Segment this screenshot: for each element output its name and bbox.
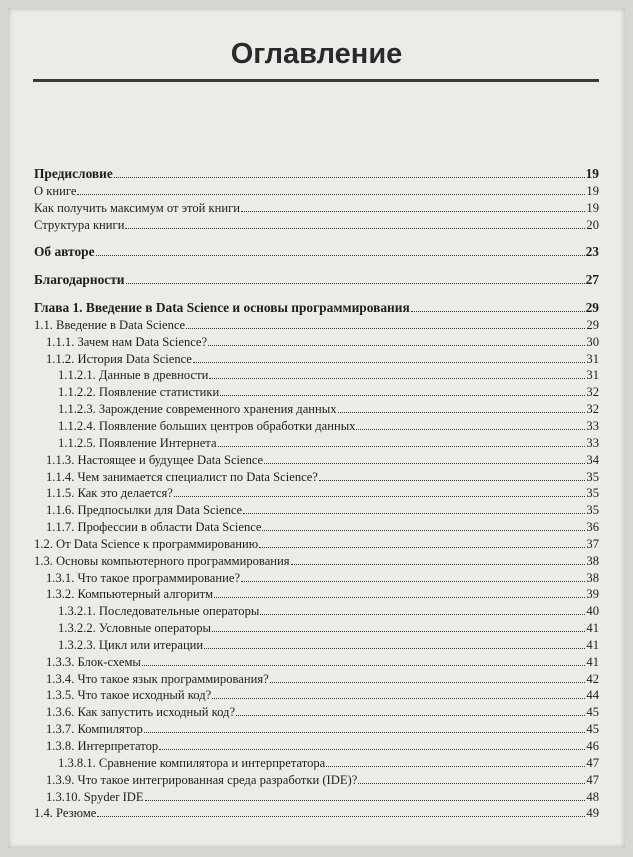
toc-dot-leader bbox=[236, 706, 585, 716]
toc-entry-title: 1.4. Резюме bbox=[34, 806, 97, 821]
toc-dot-leader bbox=[319, 471, 586, 481]
toc-dot-leader bbox=[96, 246, 585, 256]
toc-entry-page-number: 29 bbox=[585, 300, 599, 316]
toc-entry[interactable] bbox=[34, 435, 599, 452]
toc-dot-leader bbox=[126, 274, 585, 284]
toc-dot-leader bbox=[358, 774, 585, 784]
toc-entry-page-number: 20 bbox=[586, 217, 599, 232]
toc-entry-title: 1.3.5. Что такое исходный код? bbox=[46, 688, 212, 703]
toc-entry-page-number: 49 bbox=[586, 806, 599, 821]
toc-entry[interactable] bbox=[34, 217, 599, 234]
toc-entry-page-number: 32 bbox=[586, 385, 599, 400]
toc-entry-title: 1.3. Основы компьютерного программирования bbox=[34, 553, 290, 568]
toc-entry[interactable] bbox=[34, 772, 599, 789]
toc-entry-title: Благодарности bbox=[34, 272, 125, 288]
toc-entry-page-number: 30 bbox=[586, 334, 599, 349]
toc-entry-page-number: 38 bbox=[586, 553, 599, 568]
toc-entry-title: 1.1.4. Чем занимается специалист по Data Science? bbox=[46, 469, 318, 484]
toc-entry[interactable] bbox=[34, 553, 599, 570]
toc-dot-leader bbox=[114, 168, 585, 178]
page-title: Оглавление bbox=[230, 38, 403, 70]
toc-dot-leader bbox=[212, 689, 585, 699]
toc-entry[interactable] bbox=[34, 183, 599, 200]
toc-dot-leader bbox=[291, 555, 586, 565]
toc-entry[interactable] bbox=[34, 418, 599, 435]
toc-entry-title: 1.1.2.3. Зарождение современного хранения данных bbox=[58, 402, 337, 417]
toc-dot-leader bbox=[204, 639, 585, 649]
toc-entry-title: 1.3.2.2. Условные операторы bbox=[58, 621, 211, 636]
toc-entry[interactable] bbox=[34, 536, 599, 553]
toc-entry-page-number: 40 bbox=[586, 604, 599, 619]
toc-dot-leader bbox=[208, 336, 585, 346]
toc-dot-leader bbox=[264, 454, 585, 464]
toc-spacer bbox=[34, 233, 599, 244]
book-page bbox=[8, 8, 625, 848]
toc-entry-title: 1.3.9. Что такое интегрированная среда разработки (IDE)? bbox=[46, 772, 358, 787]
toc-dot-leader bbox=[77, 185, 585, 195]
toc-dot-leader bbox=[270, 673, 586, 683]
toc-entry-title: 1.3.4. Что такое язык программирования? bbox=[46, 671, 269, 686]
toc-entry[interactable] bbox=[34, 384, 599, 401]
toc-entry[interactable] bbox=[34, 704, 599, 721]
toc-dot-leader bbox=[218, 437, 586, 447]
title-underline bbox=[33, 79, 599, 82]
toc-entry-page-number: 38 bbox=[586, 570, 599, 585]
toc-entry[interactable] bbox=[34, 166, 599, 183]
toc-dot-leader bbox=[411, 302, 585, 312]
toc-entry-title: Об авторе bbox=[34, 244, 95, 260]
toc-entry-title: 1.1.2.1. Данные в древности bbox=[58, 368, 209, 383]
toc-dot-leader bbox=[159, 740, 585, 750]
toc-dot-leader bbox=[125, 219, 585, 229]
toc-entry-title: 1.3.2.3. Цикл или итерации bbox=[58, 637, 204, 652]
toc-entry-title: 1.1. Введение в Data Science bbox=[34, 317, 186, 332]
toc-entry-page-number: 45 bbox=[586, 722, 599, 737]
toc-entry-title: 1.3.3. Блок-схемы bbox=[46, 654, 141, 669]
toc-entry-title: 1.3.2. Компьютерный алгоритм bbox=[46, 587, 214, 602]
toc-entry-title: 1.1.2.2. Появление статистики bbox=[58, 385, 220, 400]
toc-entry-page-number: 32 bbox=[586, 402, 599, 417]
toc-dot-leader bbox=[326, 757, 585, 767]
toc-entry-page-number: 46 bbox=[586, 739, 599, 753]
toc-entry[interactable] bbox=[34, 502, 599, 519]
toc-entry-page-number: 35 bbox=[586, 469, 599, 484]
toc-entry-title: 1.1.2.5. Появление Интернета bbox=[58, 435, 217, 450]
toc-entry[interactable] bbox=[34, 654, 599, 671]
toc-entry[interactable] bbox=[34, 603, 599, 620]
toc-entry-page-number: 47 bbox=[586, 755, 599, 770]
toc-entry-title: 1.3.10. Spyder IDE bbox=[46, 789, 144, 804]
toc-entry-page-number: 36 bbox=[586, 520, 599, 535]
toc-entry-title: Как получить максимум от этой книги bbox=[34, 200, 241, 215]
toc-entry-page-number: 19 bbox=[586, 183, 599, 198]
toc-entry[interactable] bbox=[34, 570, 599, 587]
toc-entry-page-number: 23 bbox=[585, 244, 599, 260]
toc-dot-leader bbox=[209, 369, 585, 379]
toc-entry[interactable] bbox=[34, 637, 599, 654]
toc-entry[interactable] bbox=[34, 738, 599, 755]
toc-dot-leader bbox=[241, 572, 585, 582]
table-of-contents bbox=[34, 166, 599, 822]
toc-dot-leader bbox=[260, 605, 585, 615]
toc-entry-page-number: 41 bbox=[586, 637, 599, 652]
toc-entry[interactable] bbox=[34, 805, 599, 822]
toc-entry-title: Предисловие bbox=[34, 166, 113, 181]
toc-entry[interactable] bbox=[34, 586, 599, 603]
toc-entry-page-number: 45 bbox=[586, 705, 599, 720]
toc-dot-leader bbox=[142, 656, 586, 666]
toc-entry-title: 1.3.6. Как запустить исходный код? bbox=[46, 705, 236, 720]
toc-dot-leader bbox=[259, 538, 585, 548]
toc-dot-leader bbox=[144, 723, 586, 733]
toc-entry[interactable] bbox=[34, 687, 599, 704]
toc-entry[interactable] bbox=[34, 334, 599, 351]
toc-entry-page-number: 41 bbox=[586, 621, 599, 636]
toc-entry-page-number: 42 bbox=[586, 671, 599, 686]
toc-entry-page-number: 33 bbox=[586, 418, 599, 433]
toc-entry-title: 1.2. От Data Science к программированию bbox=[34, 536, 259, 551]
toc-dot-leader bbox=[193, 353, 586, 363]
toc-entry[interactable] bbox=[34, 244, 599, 261]
toc-dot-leader bbox=[214, 588, 585, 598]
toc-entry[interactable] bbox=[34, 317, 599, 334]
toc-entry[interactable] bbox=[34, 721, 599, 738]
toc-dot-leader bbox=[338, 403, 586, 413]
toc-entry-title: Глава 1. Введение в Data Science и основы программирования bbox=[34, 300, 410, 316]
toc-entry[interactable] bbox=[34, 519, 599, 536]
toc-entry-title: 1.1.3. Настоящее и будущее Data Science bbox=[46, 452, 264, 467]
toc-entry-page-number: 48 bbox=[586, 789, 599, 804]
toc-entry-page-number: 41 bbox=[586, 654, 599, 669]
toc-dot-leader bbox=[241, 202, 585, 212]
toc-dot-leader bbox=[356, 420, 585, 430]
toc-entry-title: 1.1.5. Как это делается? bbox=[46, 486, 173, 501]
toc-entry-page-number: 31 bbox=[586, 368, 599, 383]
toc-entry[interactable] bbox=[34, 300, 599, 317]
toc-entry[interactable] bbox=[34, 367, 599, 384]
toc-dot-leader bbox=[212, 622, 585, 632]
toc-entry-page-number: 19 bbox=[585, 166, 599, 181]
toc-dot-leader bbox=[220, 386, 585, 396]
toc-entry[interactable] bbox=[34, 620, 599, 637]
toc-entry-title: 1.1.6. Предпосылки для Data Science bbox=[46, 503, 243, 518]
toc-entry-page-number: 33 bbox=[586, 435, 599, 450]
toc-entry-page-number: 39 bbox=[586, 587, 599, 602]
toc-dot-leader bbox=[145, 791, 586, 801]
toc-entry-page-number: 29 bbox=[586, 317, 599, 332]
toc-entry-page-number: 44 bbox=[586, 688, 599, 703]
toc-spacer bbox=[34, 289, 599, 300]
toc-entry[interactable] bbox=[34, 485, 599, 502]
toc-entry[interactable] bbox=[34, 401, 599, 418]
toc-entry-title: 1.3.8. Интерпретатор bbox=[46, 739, 159, 753]
toc-entry-page-number: 27 bbox=[585, 272, 599, 288]
toc-dot-leader bbox=[186, 319, 585, 329]
toc-spacer bbox=[34, 261, 599, 272]
toc-entry-title: 1.3.2.1. Последовательные операторы bbox=[58, 604, 260, 619]
toc-entry[interactable] bbox=[34, 452, 599, 469]
toc-entry-title: 1.1.2.4. Появление больших центров обработки данных bbox=[58, 418, 356, 433]
toc-entry-page-number: 37 bbox=[586, 536, 599, 551]
toc-entry[interactable] bbox=[34, 671, 599, 688]
toc-entry[interactable] bbox=[34, 351, 599, 368]
toc-entry-title: 1.1.2. История Data Science bbox=[46, 351, 192, 366]
toc-entry[interactable] bbox=[34, 272, 599, 289]
toc-dot-leader bbox=[174, 487, 586, 497]
toc-entry-title: 1.1.7. Профессии в области Data Science bbox=[46, 520, 262, 535]
toc-entry[interactable] bbox=[34, 200, 599, 217]
toc-entry-page-number: 31 bbox=[586, 351, 599, 366]
toc-entry-title: 1.3.1. Что такое программирование? bbox=[46, 570, 241, 585]
toc-entry[interactable] bbox=[34, 469, 599, 486]
toc-entry[interactable] bbox=[34, 789, 599, 806]
toc-dot-leader bbox=[262, 521, 585, 531]
toc-entry-title: О книге bbox=[34, 183, 77, 198]
toc-entry-title: 1.3.8.1. Сравнение компилятора и интерпретатора bbox=[58, 755, 326, 770]
toc-entry-title: 1.1.1. Зачем нам Data Science? bbox=[46, 334, 208, 349]
toc-dot-leader bbox=[243, 504, 585, 514]
toc-entry-title: 1.3.7. Компилятор bbox=[46, 722, 143, 737]
toc-entry-page-number: 35 bbox=[586, 503, 599, 518]
toc-entry-title: Структура книги bbox=[34, 217, 125, 232]
toc-dot-leader bbox=[97, 807, 585, 817]
toc-entry-page-number: 34 bbox=[586, 452, 599, 467]
toc-entry-page-number: 47 bbox=[586, 772, 599, 787]
toc-entry[interactable] bbox=[34, 755, 599, 772]
toc-entry-page-number: 35 bbox=[586, 486, 599, 501]
toc-entry-page-number: 19 bbox=[586, 200, 599, 215]
